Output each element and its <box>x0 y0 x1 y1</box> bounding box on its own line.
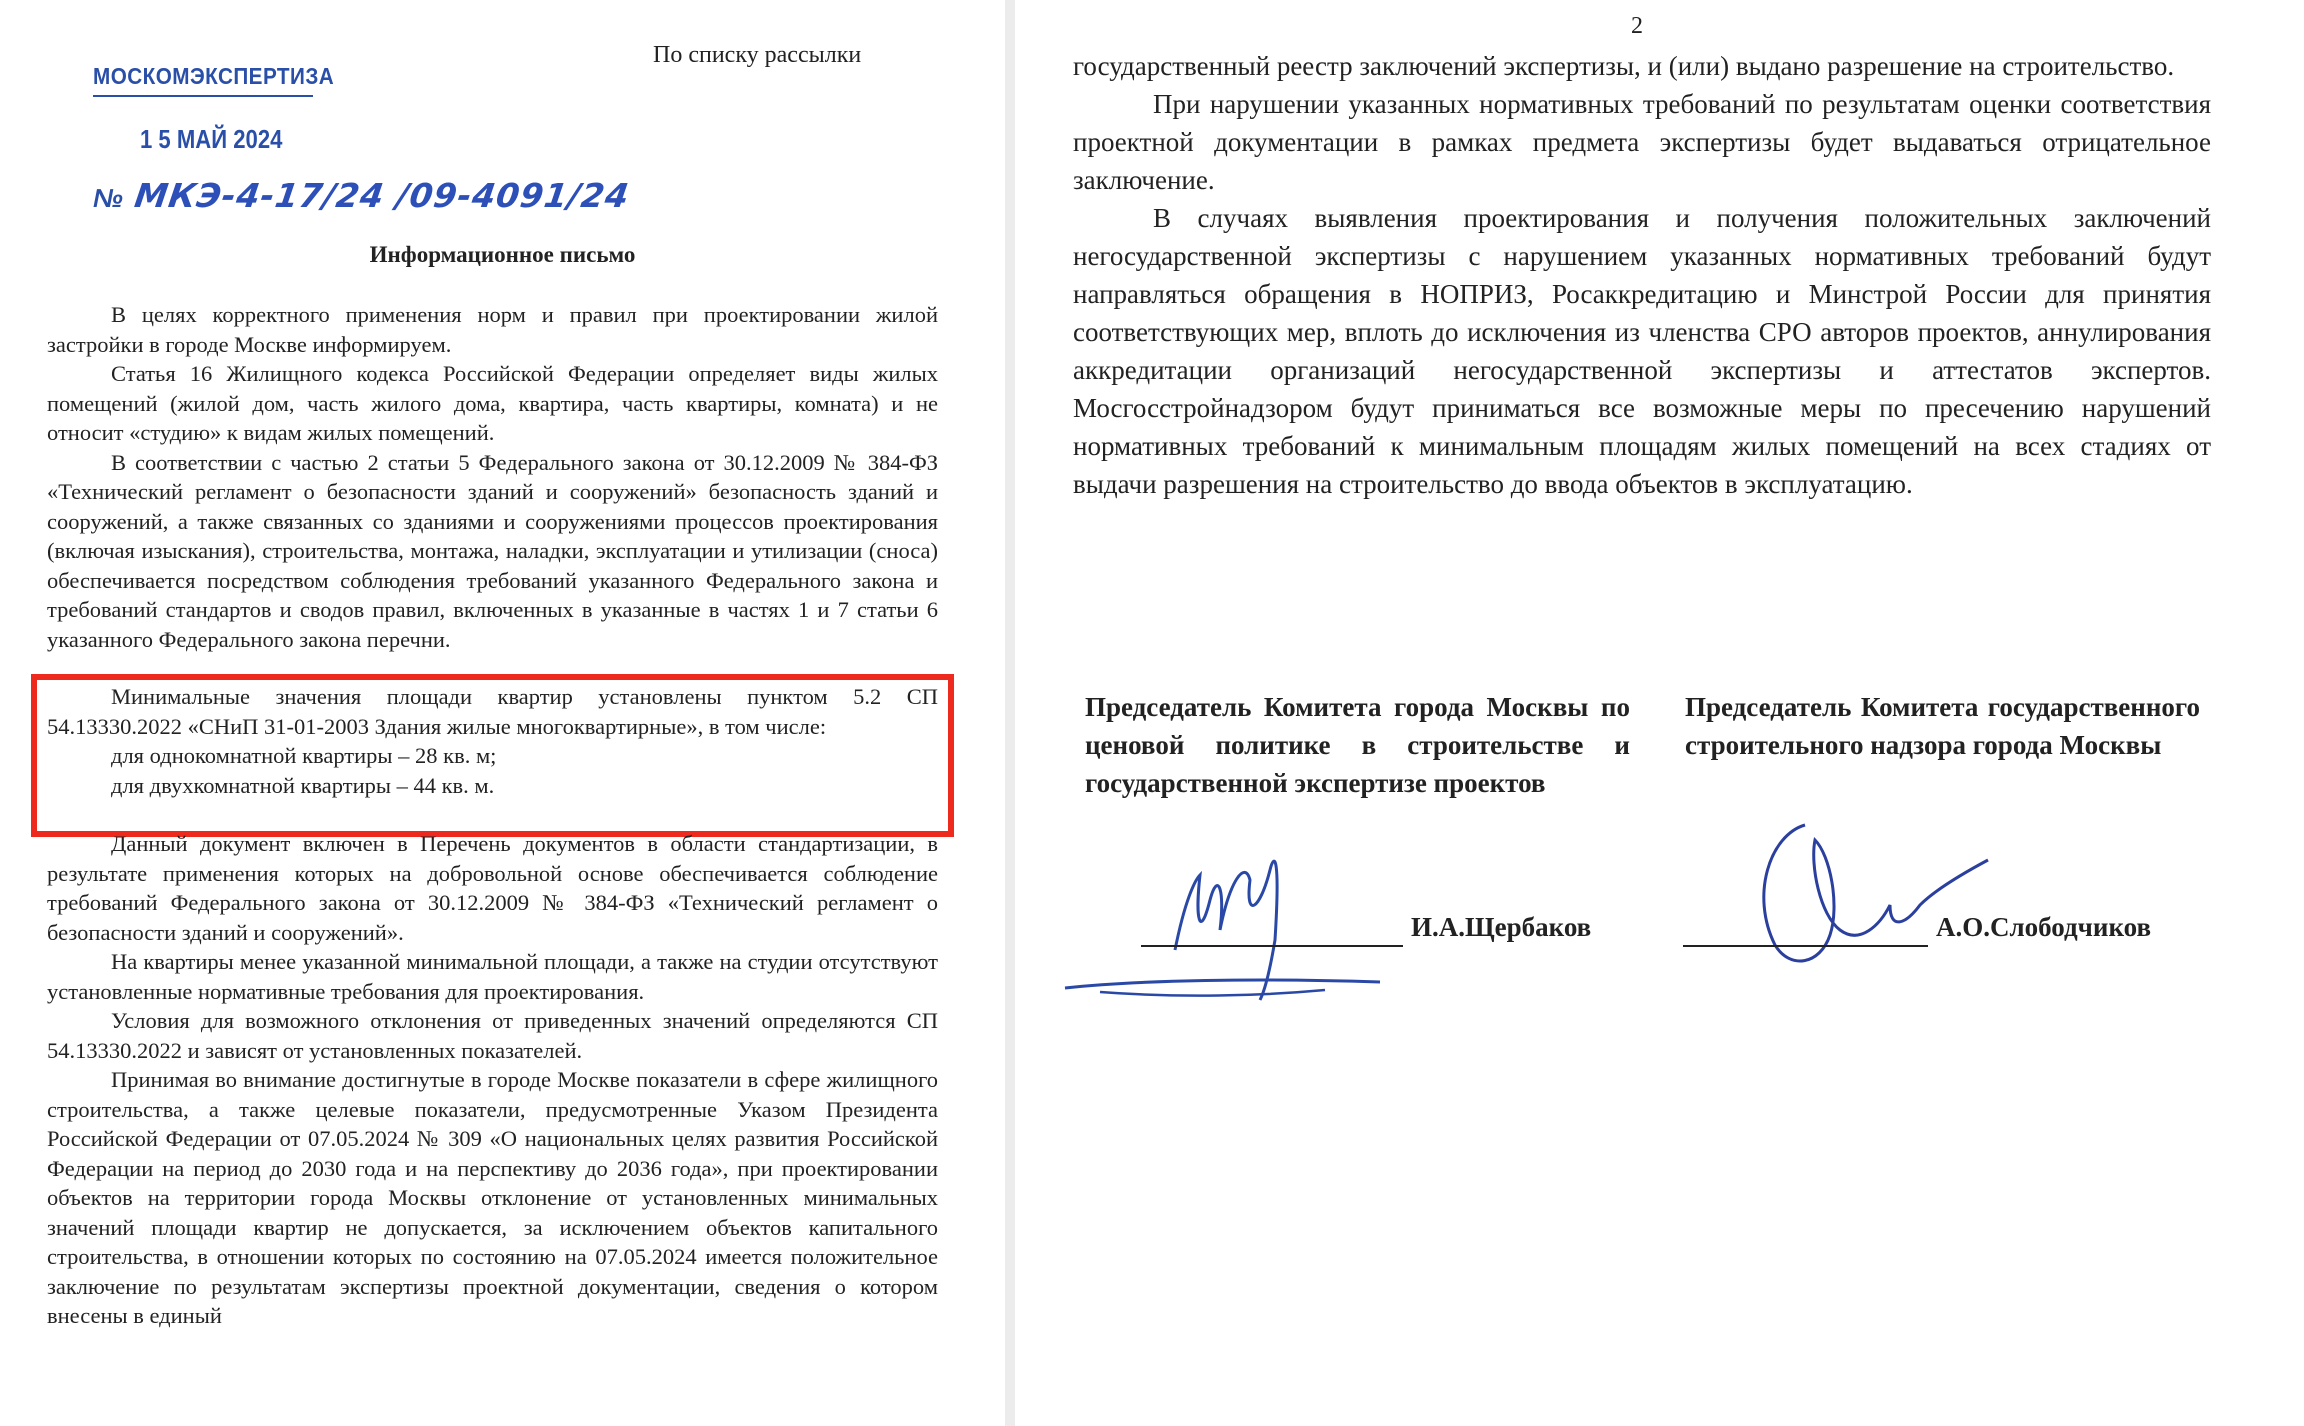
paragraph: При нарушении указанных нормативных требований по результатам оценки соответствия проектной документации в рамках предмета экспертизы будет выдаваться отрицательное заключение. <box>1073 89 2211 195</box>
addressee: По списку рассылки <box>653 42 862 68</box>
stamp-number-label: № <box>93 183 123 213</box>
signature-slobodchikov-icon <box>1730 805 2000 980</box>
page-divider <box>1005 0 1015 1426</box>
list-item: для однокомнатной квартиры – 28 кв. м; <box>111 743 497 768</box>
signatory-title-right: Председатель Комитета государственного строительного надзора города Москвы <box>1685 692 2200 760</box>
paragraph: На квартиры менее указанной минимальной площади, а также на студии отсутствуют установленные нормативные требования для проектирования. <box>47 949 938 1004</box>
list-item: для двухкомнатной квартиры – 44 кв. м. <box>111 772 495 798</box>
paragraph: В целях корректного применения норм и правил при проектировании жилой застройки в городе Москве информируем. <box>47 302 938 357</box>
letter-title: Информационное письмо <box>369 242 636 267</box>
red-highlight-frame <box>31 674 954 837</box>
stamp-reference-number: МКЭ-4-17/24 /09-4091/24 <box>132 176 633 215</box>
signature-line-right <box>1683 945 1928 947</box>
paragraph: В случаях выявления проектирования и получения положительных заключений негосударственной экспертизы с нарушением указанных нормативных требований будут направляться обращения в НОПРИЗ, Росаккредитацию и Минстрой России для принятия соответствующих мер, вплоть до исключения из членства СРО авторов проектов, аннулирования аккредитации организаций негосударственной экспертизы и аттестатов экспертов. Мосгосстройнадзором будут приниматься все возможные меры по пресечению нарушений нормативных требований к минимальным площадям жилых помещений на всех стадиях от выдачи разрешения на строительство до ввода объектов в эксплуатацию. <box>1073 203 2211 499</box>
letter-body-page-2 <box>1073 47 2211 503</box>
signatory-name-left: И.А.Щербаков <box>1411 912 1592 942</box>
page-number: 2 <box>1631 13 1643 39</box>
signature-scherbakov-icon <box>1060 820 1400 1020</box>
paragraph: Принимая во внимание достигнутые в городе Москве показатели в сфере жилищного строительства, а также целевые показатели, предусмотренные Указом Президента Российской Федерации от 07.05.2024 № 309 «О национальных целях развития Российской Федерации на период до 2030 года и на перспективу до 2036 года», при проектировании объектов на территории города Москвы отклонение от установленных минимальных значений площади квартир не допускается, за исключением объектов капитального строительства, в отношении которых по состоянию на 07.05.2024 имеется положительное заключение по результатам экспертизы проектной документации, сведения о котором внесены в единый <box>47 1067 938 1328</box>
paragraph: Данный документ включен в Перечень документов в области стандартизации, в результате применения которых на добровольной основе обеспечивается соблюдение требований Федерального закона от 30.12.2009 № 384-ФЗ «Технический регламент о безопасности зданий и сооружений». <box>47 831 938 945</box>
paragraph: В соответствии с частью 2 статьи 5 Федерального закона от 30.12.2009 № 384-ФЗ «Технический регламент о безопасности зданий и сооружений» безопасность зданий и сооружений, а также связанных со зданиями и сооружениями процессов проектирования (включая изыскания), строительства, монтажа, наладки, эксплуатации и утилизации (сноса) обеспечивается посредством соблюдения требований указанного Федерального закона и требований стандартов и сводов правил, включенных в указанные в частях 1 и 7 статьи 6 указанного Федерального закона перечни. <box>47 449 938 652</box>
signature-line-left <box>1141 945 1403 947</box>
stamp-date: 1 5 МАЙ 2024 <box>140 124 283 154</box>
paragraph: Условия для возможного отклонения от приведенных значений определяются СП 54.13330.2022 и зависят от установленных показателей. <box>47 1008 938 1063</box>
stamp-organization: МОСКОМЭКСПЕРТИЗА <box>93 63 335 89</box>
letter-body-continued <box>47 829 938 1331</box>
paragraph: Статья 16 Жилищного кодекса Российской Федерации определяет виды жилых помещений (жилой дом, часть жилого дома, квартира, часть квартиры, комната) и не относит «студию» к видам жилых помещений. <box>47 361 938 445</box>
signatory-title-left: Председатель Комитета города Москвы по ценовой политике в строительстве и государственной экспертизе проектов <box>1085 692 1630 798</box>
signatory-name-right: А.О.Слободчиков <box>1936 912 2152 942</box>
paragraph: Минимальные значения площади квартир установлены пунктом 5.2 СП 54.13330.2022 «СНиП 31-01-2003 Здания жилые многоквартирные», в том числе: <box>47 684 938 739</box>
stamp-underline <box>93 95 313 97</box>
paragraph: государственный реестр заключений экспертизы, и (или) выдано разрешение на строительство. <box>1073 51 2175 81</box>
